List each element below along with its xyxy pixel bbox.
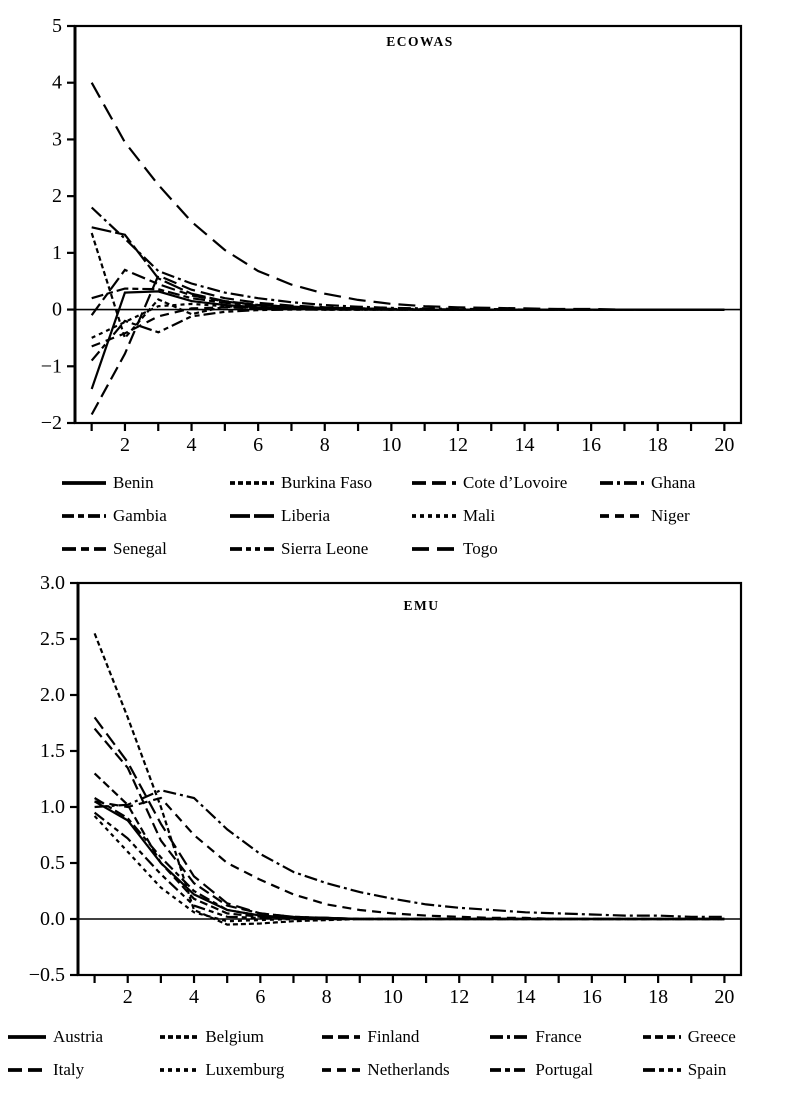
legend-line-sample-icon xyxy=(62,478,106,488)
y-tick-label: 4 xyxy=(52,71,62,94)
legend-item-spain xyxy=(643,1061,787,1078)
x-tick-label: 14 xyxy=(514,434,535,456)
x-tick-label: 4 xyxy=(189,986,200,1008)
legend-row xyxy=(62,499,787,532)
legend-label: Portugal xyxy=(535,1060,593,1079)
legend-label: Greece xyxy=(687,1027,736,1046)
x-tick-label: 10 xyxy=(382,986,403,1008)
legend-label: Austria xyxy=(53,1027,104,1046)
legend-item-gambia xyxy=(62,507,230,524)
legend-line-sample-icon xyxy=(160,1032,198,1042)
emu-chart xyxy=(0,566,787,1020)
legend-item-liberia xyxy=(230,507,412,524)
legend-label: Mali xyxy=(463,506,496,525)
legend-label: Netherlands xyxy=(367,1060,450,1079)
x-tick-label: 14 xyxy=(515,986,536,1008)
legend-line-sample-icon xyxy=(322,1065,360,1075)
legend-item-luxemburg xyxy=(160,1061,322,1078)
x-tick-label: 18 xyxy=(647,434,668,456)
legend-item-togo xyxy=(412,540,600,557)
series-line-belgium xyxy=(95,633,725,924)
legend-label: Niger xyxy=(651,506,690,525)
legend-item-sierra-leone xyxy=(230,540,412,557)
legend-row xyxy=(62,466,787,499)
legend-line-sample-icon xyxy=(412,544,456,554)
ecowas-chart xyxy=(0,0,787,466)
x-tick-label: 12 xyxy=(449,986,470,1008)
y-tick-label: 1.5 xyxy=(40,740,65,762)
legend-line-sample-icon xyxy=(8,1032,46,1042)
emu-legend xyxy=(0,1020,787,1086)
legend-line-sample-icon xyxy=(490,1065,528,1075)
y-tick-label: −0.5 xyxy=(28,964,65,986)
series-line-sierra-leone xyxy=(92,310,725,361)
legend-line-sample-icon xyxy=(600,478,644,488)
legend-line-sample-icon xyxy=(600,511,644,521)
legend-item-benin xyxy=(62,474,230,491)
series-line-niger xyxy=(92,307,725,346)
legend-line-sample-icon xyxy=(62,544,106,554)
y-tick-label: 2 xyxy=(52,185,62,208)
x-tick-label: 6 xyxy=(253,434,264,456)
y-tick-label: 2.5 xyxy=(40,628,65,650)
x-tick-label: 2 xyxy=(122,986,133,1008)
legend-line-sample-icon xyxy=(160,1065,198,1075)
legend-item-burkina-faso xyxy=(230,474,412,491)
legend-line-sample-icon xyxy=(230,478,274,488)
y-tick-label: 0.5 xyxy=(40,852,65,874)
x-tick-label: 12 xyxy=(447,434,468,456)
y-tick-label: −1 xyxy=(40,355,62,378)
legend-item-france xyxy=(490,1028,642,1045)
x-tick-label: 10 xyxy=(381,434,402,456)
legend-item-cote-d-lovoire xyxy=(412,474,600,491)
ecowas-legend xyxy=(0,466,787,565)
x-tick-label: 8 xyxy=(319,434,330,456)
series-line-luxemburg xyxy=(95,816,725,921)
legend-label: Benin xyxy=(113,473,154,492)
legend-item-mali xyxy=(412,507,600,524)
y-tick-label: 2.0 xyxy=(40,684,65,706)
y-tick-label: −2 xyxy=(40,412,62,434)
legend-label: Spain xyxy=(687,1060,727,1079)
legend-line-sample-icon xyxy=(643,1065,681,1075)
legend-line-sample-icon xyxy=(643,1032,681,1042)
legend-label: Burkina Faso xyxy=(281,473,373,492)
legend-item-austria xyxy=(8,1028,160,1045)
legend-line-sample-icon xyxy=(322,1032,360,1042)
x-tick-label: 8 xyxy=(321,986,332,1008)
legend-row xyxy=(8,1053,787,1086)
legend-item-niger xyxy=(600,507,768,524)
x-tick-label: 18 xyxy=(648,986,669,1008)
x-tick-label: 16 xyxy=(581,986,602,1008)
legend-item-italy xyxy=(8,1061,160,1078)
legend-item-netherlands xyxy=(322,1061,490,1078)
legend-line-sample-icon xyxy=(8,1065,46,1075)
y-tick-label: 1 xyxy=(52,241,62,264)
legend-line-sample-icon xyxy=(62,511,106,521)
legend-line-sample-icon xyxy=(412,511,456,521)
plot-frame xyxy=(75,26,741,423)
legend-item-finland xyxy=(322,1028,490,1045)
x-tick-label: 2 xyxy=(119,434,130,456)
legend-item-senegal xyxy=(62,540,230,557)
legend-label: Gambia xyxy=(113,506,167,525)
legend-item-ghana xyxy=(600,474,768,491)
series-line-burkina-faso xyxy=(92,233,725,338)
legend-label: Finland xyxy=(367,1027,420,1046)
legend-line-sample-icon xyxy=(230,544,274,554)
legend-label: Luxemburg xyxy=(205,1060,285,1079)
legend-row xyxy=(8,1020,787,1053)
legend-label: Belgium xyxy=(205,1027,264,1046)
legend-label: Ghana xyxy=(651,473,696,492)
legend-item-greece xyxy=(643,1028,787,1045)
y-tick-label: 5 xyxy=(52,15,62,37)
x-tick-label: 4 xyxy=(186,434,197,456)
x-tick-label: 16 xyxy=(581,434,602,456)
legend-row xyxy=(62,532,787,565)
legend-label: Italy xyxy=(53,1060,85,1079)
legend-label: Senegal xyxy=(113,539,167,558)
ecowas-chart-title: ECOWAS xyxy=(386,34,454,49)
legend-line-sample-icon xyxy=(490,1032,528,1042)
y-tick-label: 0.0 xyxy=(40,908,65,930)
legend-label: Sierra Leone xyxy=(281,539,369,558)
series-line-togo xyxy=(92,83,725,310)
legend-label: Togo xyxy=(463,539,498,558)
legend-line-sample-icon xyxy=(412,478,456,488)
legend-item-belgium xyxy=(160,1028,322,1045)
y-tick-label: 0 xyxy=(52,298,62,321)
legend-item-portugal xyxy=(490,1061,642,1078)
legend-label: Cote d’Lovoire xyxy=(463,473,568,492)
x-tick-label: 20 xyxy=(714,986,735,1008)
y-tick-label: 1.0 xyxy=(40,796,65,818)
x-tick-label: 6 xyxy=(255,986,266,1008)
legend-label: France xyxy=(535,1027,582,1046)
y-tick-label: 3 xyxy=(52,128,62,151)
x-tick-label: 20 xyxy=(714,434,735,456)
legend-line-sample-icon xyxy=(230,511,274,521)
legend-label: Liberia xyxy=(281,506,331,525)
y-tick-label: 3.0 xyxy=(40,572,65,594)
emu-chart-title: EMU xyxy=(403,598,440,613)
